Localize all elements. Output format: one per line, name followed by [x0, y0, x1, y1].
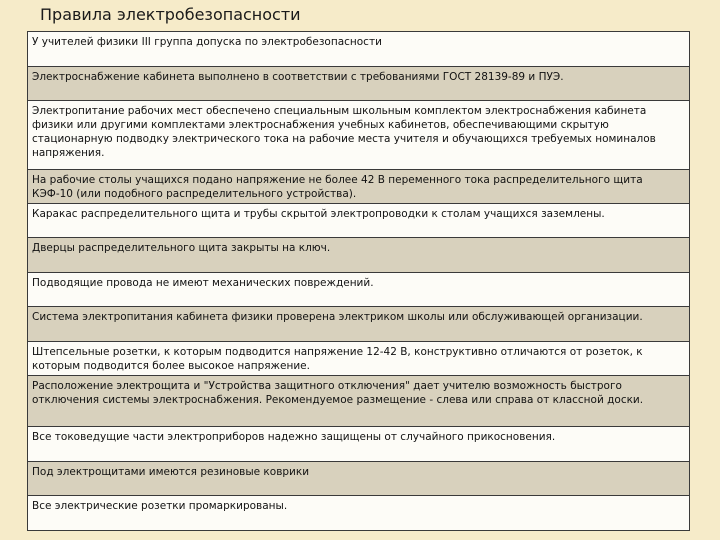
row-text: Все токоведущие части электроприборов надежно защищены от случайного прикосновения.: [32, 431, 556, 443]
table-row: [28, 427, 689, 462]
table-row: [28, 101, 689, 170]
row-text: Подводящие провода не имеют механических повреждений.: [32, 277, 374, 289]
row-text: Штепсельные розетки, к которым подводится напряжение 12-42 В, конструктивно отличаются от розеток, к которым подводится более высокое напряжение.: [32, 346, 643, 372]
row-text: Все электрические розетки промаркированы.: [32, 500, 288, 512]
row-text: Электропитание рабочих мест обеспечено специальным школьным комплектом электроснабжения кабинета физики или другими комплектами электроснабжения учебных кабинетов, обеспечивающими скрытую стационарную подводку электрического тока на рабочие места учителя и обучающихся требуемых номиналов напряжения.: [32, 105, 656, 159]
table-row: [28, 307, 689, 342]
row-text: Дверцы распределительного щита закрыты на ключ.: [32, 242, 331, 254]
row-text: Система электропитания кабинета физики проверена электриком школы или обслуживающей организации.: [32, 311, 643, 323]
rules-table: [27, 31, 690, 531]
row-text: Расположение электрощита и "Устройства защитного отключения" дает учителю возможность быстрого отключения системы электроснабжения. Рекомендуемое размещение - слева или справа от классной доски.: [32, 380, 644, 406]
row-text: Каракас распределительного щита и трубы скрытой электропроводки к столам учащихся заземлены.: [32, 208, 605, 220]
table-row: [28, 342, 689, 376]
table-row: [28, 170, 689, 204]
table-row: [28, 67, 689, 101]
page-title: Правила электробезопасности: [40, 5, 301, 24]
table-row: [28, 204, 689, 238]
table-row: [28, 376, 689, 427]
table-row: [28, 462, 689, 496]
row-text: У учителей физики III группа допуска по электробезопасности: [32, 36, 382, 48]
row-text: На рабочие столы учащихся подано напряжение не более 42 В переменного тока распределительного щита КЭФ-10 (или подобного распределительного устройства).: [32, 174, 643, 200]
row-text: Под электрощитами имеются резиновые коврики: [32, 466, 310, 478]
table-row: [28, 273, 689, 307]
table-row: [28, 32, 689, 67]
table-row: [28, 496, 689, 531]
row-text: Электроснабжение кабинета выполнено в соответствии с требованиями ГОСТ 28139-89 и ПУЭ.: [32, 71, 564, 83]
table-row: [28, 238, 689, 273]
